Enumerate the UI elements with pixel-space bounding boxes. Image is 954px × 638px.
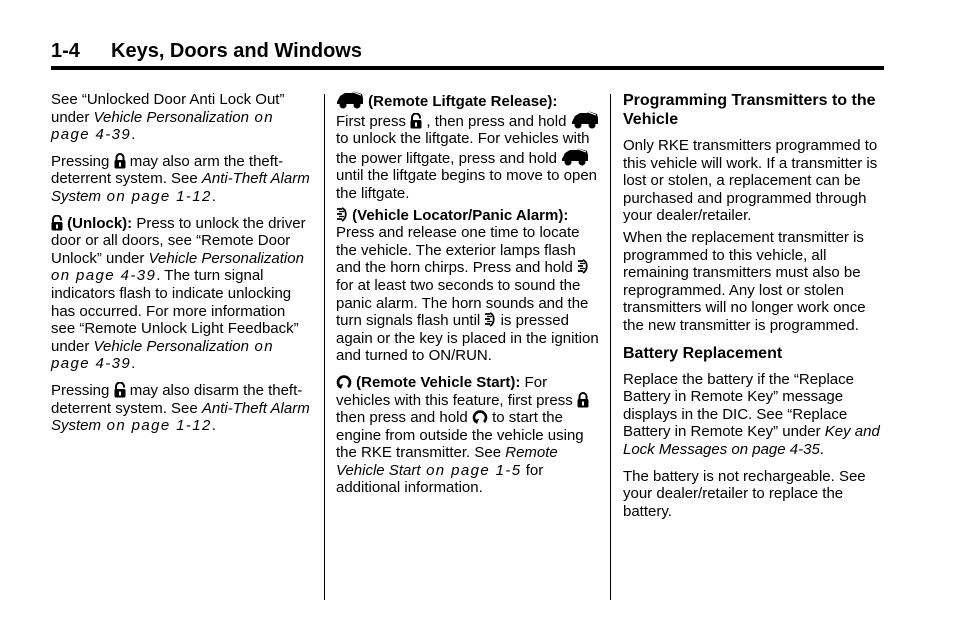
column-right (623, 91, 885, 529)
paragraph-disarm-theft-deterrent (51, 382, 313, 435)
text: Pressing (51, 381, 114, 399)
text: for at least two seconds to sound the panic alarm. The horn sounds and the turn signals flash until (336, 276, 589, 330)
cross-reference[interactable]: Vehicle Personalization (93, 337, 249, 355)
cross-reference[interactable]: Vehicle Personalization (148, 249, 304, 267)
column-middle (336, 91, 600, 506)
text: See “Unlocked Door Anti Lock Out” under (51, 91, 285, 126)
liftgate-heading: (Remote Liftgate Release): (364, 93, 558, 110)
unlock-padlock-icon (410, 113, 422, 129)
text: , then press and hold (422, 112, 571, 130)
text: . (131, 126, 136, 144)
vehicle-locator-horn-icon (577, 259, 589, 275)
unlock-heading: (Unlock): (63, 214, 133, 232)
vehicle-liftgate-icon (336, 91, 364, 109)
paragraph-replace-battery (623, 371, 885, 459)
paragraph-remote-vehicle-start (336, 374, 600, 497)
text: may also disarm the theft-deterrent system. See (51, 381, 303, 417)
page-reference[interactable]: on page 4-39 (51, 108, 274, 144)
cross-reference[interactable]: Vehicle Personalization (93, 108, 249, 126)
cross-reference[interactable]: Key and Lock Messages (623, 423, 880, 458)
text: then press and hold (336, 409, 472, 427)
text: to start the engine from outside the vehicle using the RKE transmitter. See (336, 409, 584, 462)
paragraph-battery-not-rechargeable: The battery is not rechargeable. See your dealer/retailer to replace the battery. (623, 467, 866, 520)
paragraph-remote-liftgate (336, 91, 600, 203)
cross-reference[interactable]: Anti-Theft Alarm System (51, 170, 310, 205)
heading-battery-replacement: Battery Replacement (623, 344, 783, 362)
text: Press and release one time to locate the vehicle. The exterior lamps flash and the horn chirps. Press and hold (336, 224, 580, 277)
page-reference[interactable]: on page 1-12 (101, 187, 212, 205)
text: Replace the battery if the “Replace Battery in Remote Key” message displays in the DIC. See “Replace Battery in Remote Key” under (623, 370, 854, 441)
text: Pressing (51, 152, 114, 170)
vehicle-locator-horn-icon (336, 207, 348, 223)
page-reference[interactable]: on page 1-12 (101, 417, 212, 435)
section-title: Keys, Doors and Windows (111, 40, 362, 62)
remote-start-heading: (Remote Vehicle Start): (352, 373, 521, 391)
text: for additional information. (336, 461, 544, 497)
text: Press to unlock the driver door or all doors, see “Remote Door Unlock” under (51, 214, 306, 267)
text: . (131, 355, 136, 373)
remote-start-arrow-icon (336, 374, 352, 390)
page-reference[interactable]: on page 4-39 (51, 267, 157, 285)
remote-start-arrow-icon (472, 409, 488, 425)
column-left (51, 91, 313, 444)
lock-padlock-icon (577, 392, 589, 408)
page-reference[interactable]: on page 4-35 (727, 440, 820, 458)
column-divider-right (610, 94, 611, 600)
page-reference[interactable]: on page 1-5 (420, 461, 522, 479)
text: . (211, 417, 216, 435)
paragraph-rke-transmitters: Only RKE transmitters programmed to this vehicle will work. If a transmitter is lost or stolen, a replacement can be purchased and programmed through your dealer/retailer. (623, 137, 878, 225)
text: is pressed again or the key is placed in the ignition and turned to ON/RUN. (336, 312, 599, 365)
unlock-padlock-icon (114, 382, 126, 398)
text: First press (336, 112, 411, 130)
text: until the liftgate begins to move to open the liftgate. (336, 167, 598, 202)
page-reference[interactable]: on page 4-39 (51, 337, 274, 373)
lock-padlock-icon (114, 153, 126, 169)
unlock-padlock-icon (51, 215, 63, 231)
vehicle-liftgate-icon (571, 111, 599, 129)
text: to unlock the liftgate. For vehicles with the power liftgate, press and hold (336, 130, 590, 167)
column-divider-left (324, 94, 325, 600)
paragraph-vehicle-locator-panic (336, 207, 600, 365)
vehicle-liftgate-icon (561, 148, 589, 166)
paragraph-arm-theft-deterrent (51, 153, 313, 206)
paragraph-unlocked-door-anti-lockout (51, 91, 313, 144)
text: may also arm the theft-deterrent system. See (51, 152, 284, 188)
page-header (51, 38, 884, 70)
paragraph-replacement-transmitter: When the replacement transmitter is programmed to this vehicle, all remaining transmitters must also be reprogrammed. Any lost or stolen transmitters will no longer work once the new transmitter is programmed. (623, 228, 866, 334)
heading-programming-transmitters: Programming Transmitters to the Vehicle (623, 92, 876, 128)
text: . (819, 440, 824, 458)
text: For vehicles with this feature, first press (336, 373, 577, 409)
cross-reference[interactable]: Remote Vehicle Start (336, 444, 558, 479)
text: . The turn signal indicators flash to indicate unlocking has occurred. For more information see “Remote Unlock Light Feedback” under (51, 267, 299, 355)
panic-heading: (Vehicle Locator/Panic Alarm): (348, 206, 569, 224)
vehicle-locator-horn-icon (484, 312, 496, 328)
cross-reference[interactable]: Anti-Theft Alarm System (51, 399, 310, 435)
page-number: 1-4 (51, 40, 80, 62)
paragraph-unlock-button (51, 215, 313, 373)
text: . (211, 187, 216, 205)
